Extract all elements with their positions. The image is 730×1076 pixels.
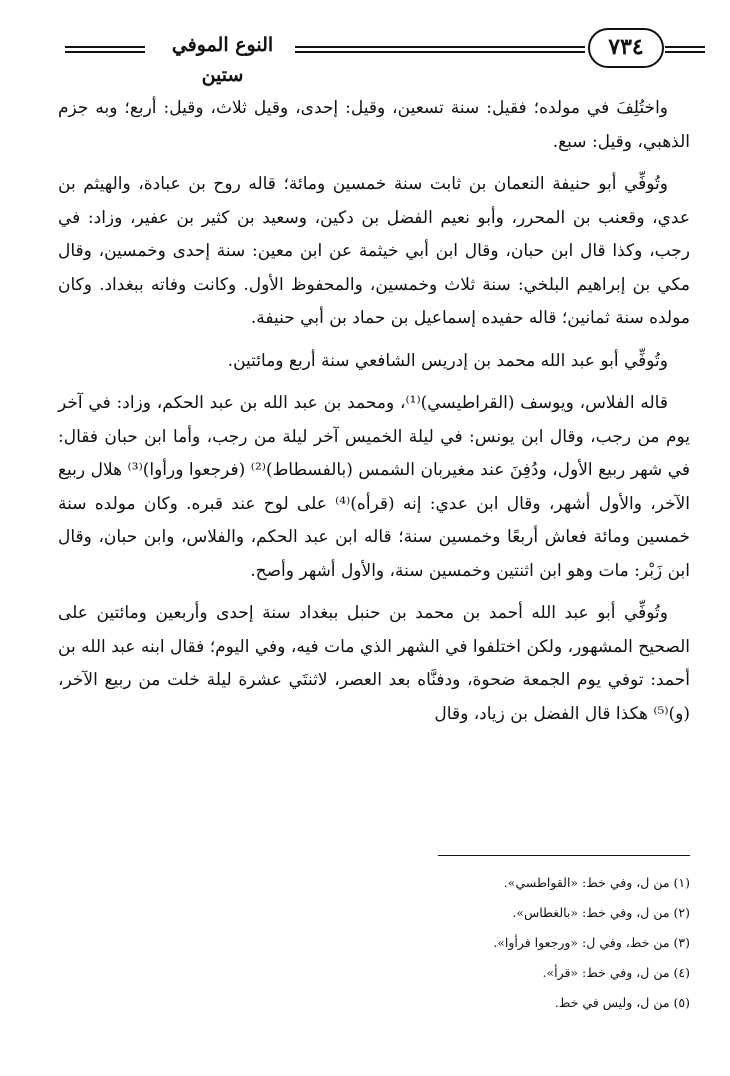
header-rule-right	[665, 46, 705, 53]
paragraph: وتُوفِّي أبو عبد الله أحمد بن محمد بن حنبل ببغداد سنة إحدى وأربعين ومائتين على الصحيح المشهور، ولكن اختلفوا في الشهر الذي مات فيه، وفي اليوم؛ فقال ابنه عبد الله بن أحمد: توفي يوم الجمعة ضحوة، ودفنَّاه بعد العصر، لاثنتَي عشرة ليلة خلت من ربيع الآخر، (و)⁽⁵⁾ هكذا قال الفضل بن زياد، وقال	[58, 603, 690, 724]
footnote-separator	[438, 855, 690, 856]
paragraph: واختُلِفَ في مولده؛ فقيل: سنة تسعين، وقيل: إحدى، وقيل ثلاث، وقيل: أربع؛ وبه جزم الذهبي، وقيل: سبع.	[58, 98, 690, 152]
main-text	[58, 92, 690, 740]
footnote-item: (١) من ل، وفي خط: «القواطسي».	[503, 875, 690, 890]
header-rule-left	[65, 46, 145, 53]
footnotes	[300, 868, 690, 1018]
footnote-item: (٥) من ل، وليس في خط.	[554, 995, 690, 1010]
paragraph: وتُوفِّي أبو عبد الله محمد بن إدريس الشافعي سنة أربع ومائتين.	[227, 350, 668, 371]
header-rule-middle	[295, 46, 585, 53]
paragraph: وتُوفِّي أبو حنيفة النعمان بن ثابت سنة خمسين ومائة؛ قاله روح بن عبادة، والهيثم بن عدي، وقعنب بن المحرر، وأبو نعيم الفضل بن دكين، وسعيد بن كثير بن عفير، وزاد: في رجب، وكذا قال ابن حبان، وقال ابن أبي خيثمة عن ابن معين: سنة إحدى وخمسين، وقال مكي بن إبراهيم البلخي: سنة ثلاث وخمسين، والمحفوظ الأول. وكانت وفاته ببغداد. وكان مولده سنة ثمانين؛ قاله حفيده إسماعيل بن حماد بن أبي حنيفة.	[58, 174, 690, 328]
footnote-item: (٣) من خط، وفي ل: «ورجعوا فرأوا».	[493, 935, 690, 950]
footnote-item: (٤) من ل، وفي خط: «قرأ».	[542, 965, 690, 980]
running-title: النوع الموفي ستين	[171, 34, 274, 86]
paragraph: قاله الفلاس، ويوسف (القراطيسي)⁽¹⁾، ومحمد بن عبد الله بن عبد الحكم، وزاد: في آخر يوم من رجب، وقال ابن يونس: في ليلة الخميس آخر ليلة من رجب، وأما ابن حبان فقال: في شهر ربيع الأول، ودُفِنَ عند مغيربان الشمس (بالفسطاط)⁽²⁾ (فرجعوا ورأوا)⁽³⁾ هلال ربيع الآخر، والأول أشهر، وقال ابن عدي: إنه (قرأه)⁽⁴⁾ على لوح عند قبره. وكان مولده سنة خمسين ومائة فعاش أربعًا وخمسين سنة؛ قاله ابن عبد الحكم، والفلاس، وابن حبان، وقال ابن زَبْر: مات وهو ابن اثنتين وخمسين سنة، والأول أشهر وأصح.	[58, 393, 690, 581]
footnote-item: (٢) من ل، وفي خط: «بالغطاس».	[512, 905, 690, 920]
page-header	[40, 22, 690, 86]
page-number-badge: ٧٣٤	[588, 28, 664, 68]
